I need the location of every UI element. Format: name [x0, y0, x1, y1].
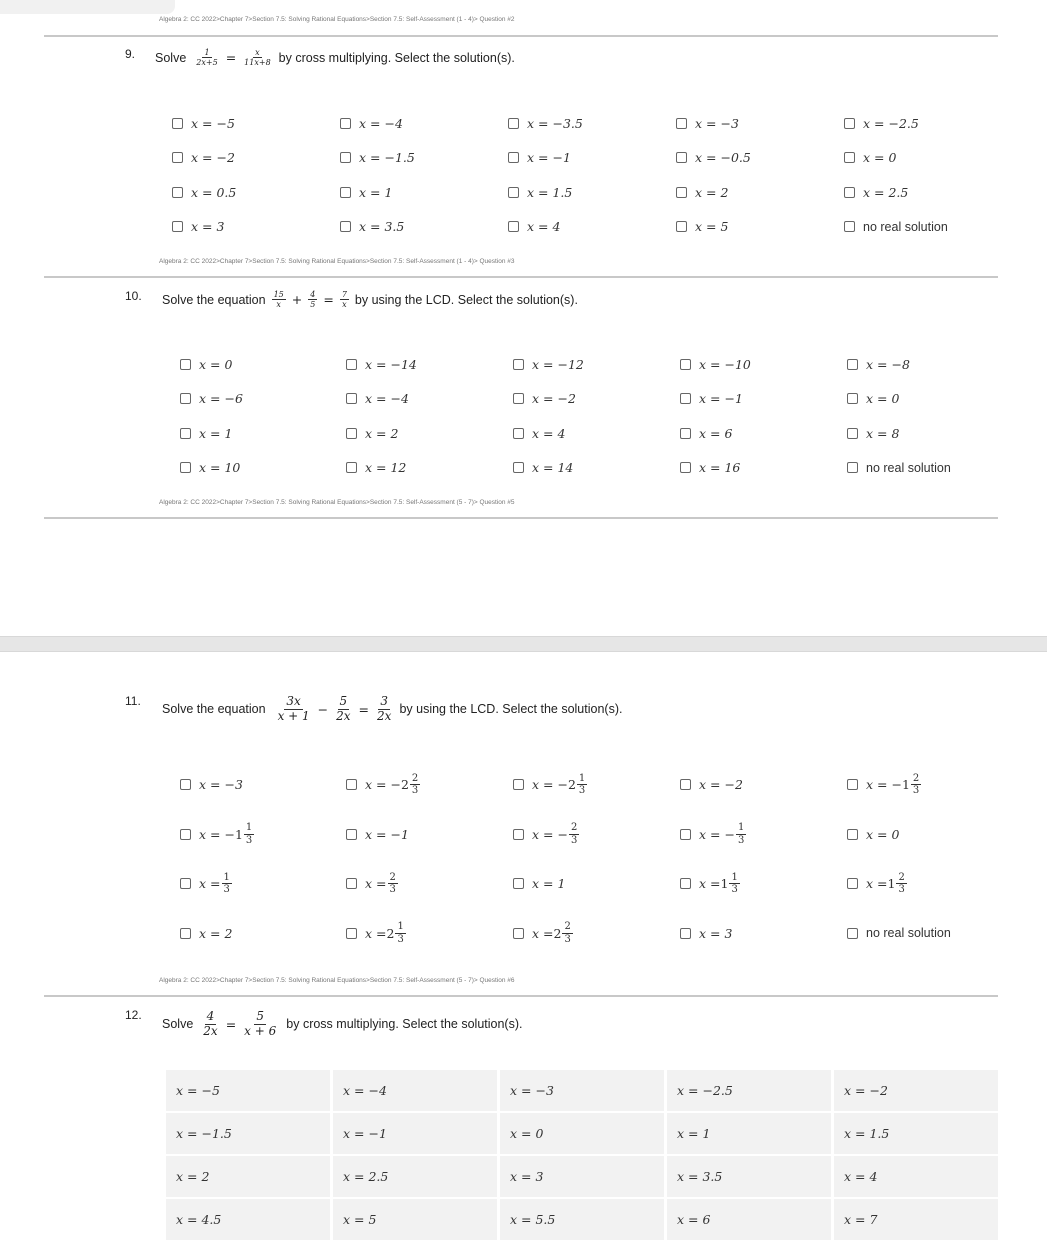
- answer-option[interactable]: [676, 141, 844, 176]
- option-label: x = 6: [699, 425, 733, 441]
- checkbox[interactable]: [346, 359, 357, 370]
- answer-options: [180, 347, 1014, 485]
- checkbox[interactable]: [676, 152, 687, 163]
- fraction: $\frac{1}{3}$: [397, 921, 404, 945]
- option-label: x = 8: [866, 425, 900, 441]
- option-label: no real solution: [863, 219, 948, 234]
- checkbox[interactable]: [847, 359, 858, 370]
- option-label: x = 1 $\frac{2}{3}$: [866, 871, 905, 896]
- fraction: $\frac{5}{x + 6}$: [244, 1009, 277, 1038]
- answer-option[interactable]: [513, 347, 680, 382]
- fraction: $\frac{1}{2x+5}$: [196, 48, 218, 68]
- question-number: 12.: [125, 1008, 142, 1022]
- checkbox[interactable]: [513, 779, 524, 790]
- checkbox[interactable]: [346, 928, 357, 939]
- checkbox[interactable]: [513, 462, 524, 473]
- answer-cell[interactable]: [834, 1070, 998, 1111]
- prompt-lead: Solve the equation: [162, 702, 266, 717]
- checkbox[interactable]: [847, 829, 858, 840]
- answer-option[interactable]: [680, 810, 847, 860]
- option-label: x = 5.5: [510, 1212, 556, 1227]
- checkbox[interactable]: [847, 462, 858, 473]
- prompt-lead: Solve: [162, 1017, 194, 1032]
- answer-option[interactable]: [676, 106, 844, 141]
- checkbox[interactable]: [676, 118, 687, 129]
- checkbox[interactable]: [513, 878, 524, 889]
- answer-cell[interactable]: [166, 1070, 330, 1111]
- answer-option[interactable]: [508, 175, 676, 210]
- checkbox[interactable]: [340, 187, 351, 198]
- fraction: $\frac{2}{3}$: [912, 772, 920, 797]
- option-label: x = 3: [699, 925, 733, 941]
- checkbox[interactable]: [508, 187, 519, 198]
- option-label: x = − $\frac{2}{3}$: [532, 822, 578, 846]
- option-label: x = 4: [527, 219, 561, 235]
- option-label: x = −4: [365, 391, 409, 407]
- checkbox[interactable]: [508, 152, 519, 163]
- checkbox[interactable]: [172, 118, 183, 129]
- answer-cell[interactable]: [333, 1070, 497, 1111]
- option-label: x = −3: [510, 1083, 554, 1098]
- fraction: $\frac{15}{x}$: [273, 290, 284, 310]
- answer-option[interactable]: [180, 382, 346, 417]
- checkbox[interactable]: [346, 878, 357, 889]
- answer-cell[interactable]: [333, 1113, 497, 1154]
- answer-options: [172, 106, 1012, 244]
- answer-option[interactable]: [340, 106, 508, 141]
- answer-option[interactable]: [680, 859, 847, 909]
- answer-option[interactable]: [346, 760, 513, 810]
- option-label: x = −3: [199, 777, 243, 793]
- answer-option[interactable]: [680, 347, 847, 382]
- answer-cell[interactable]: [834, 1156, 998, 1197]
- answer-option[interactable]: [346, 810, 513, 860]
- answer-cell[interactable]: [166, 1199, 330, 1240]
- option-label: x = 2.5: [863, 184, 909, 200]
- answer-cell[interactable]: [667, 1070, 831, 1111]
- checkbox[interactable]: [847, 878, 858, 889]
- fraction: $\frac{2}{3}$: [389, 871, 396, 896]
- divider: [44, 35, 998, 37]
- checkbox[interactable]: [340, 152, 351, 163]
- answer-cell[interactable]: [166, 1113, 330, 1154]
- option-label: x = 12: [365, 460, 407, 476]
- answer-option[interactable]: [346, 451, 513, 486]
- checkbox[interactable]: [680, 462, 691, 473]
- answer-cell[interactable]: [333, 1156, 497, 1197]
- answer-option[interactable]: [346, 347, 513, 382]
- option-label: x = −1: [343, 1126, 387, 1141]
- top-tab-fragment: [0, 0, 175, 14]
- option-label: x = −8: [866, 356, 910, 372]
- answer-option[interactable]: [680, 451, 847, 486]
- answer-option[interactable]: [513, 416, 680, 451]
- checkbox[interactable]: [844, 118, 855, 129]
- option-label: x = −1: [527, 150, 571, 166]
- answer-option[interactable]: [346, 416, 513, 451]
- option-label: x = 1.5: [844, 1126, 890, 1141]
- answer-option[interactable]: [676, 175, 844, 210]
- checkbox[interactable]: [680, 928, 691, 939]
- answer-option[interactable]: [172, 210, 340, 245]
- checkbox[interactable]: [680, 428, 691, 439]
- question-prompt: Solve $\frac{4}{2x}$ = $\frac{5}{x + 6}$ by cross multiplying. Select the solution(s).: [162, 1009, 523, 1038]
- option-label: x = −2: [191, 150, 235, 166]
- fraction: $\frac{2}{3}$: [570, 822, 578, 846]
- checkbox[interactable]: [844, 187, 855, 198]
- answer-table: [166, 1070, 998, 1240]
- checkbox[interactable]: [346, 393, 357, 404]
- breadcrumb: Algebra 2: CC 2022>Chapter 7>Section 7.5: Solving Rational Equations>Section 7.5: Self-Assessment (5 - 7)> Question #5: [159, 499, 515, 506]
- fraction: $\frac{4}{5}$: [310, 290, 316, 310]
- divider: [44, 995, 998, 997]
- option-label: x = 1: [532, 876, 566, 892]
- question-prompt: Solve the equation $\frac{3x}{x + 1}$ − $\frac{5}{2x}$ = $\frac{3}{2x}$ by using the LCD. Select the solution(s).: [162, 694, 623, 723]
- option-label: x = −3.5: [527, 115, 583, 131]
- answer-option[interactable]: [844, 106, 1012, 141]
- fraction: $\frac{1}{3}$: [737, 822, 745, 846]
- checkbox[interactable]: [680, 878, 691, 889]
- question-prompt: Solve the equation $\frac{15}{x}$ + $\frac{4}{5}$ = $\frac{7}{x}$ by using the LCD. Select the solution(s).: [162, 290, 578, 310]
- fraction: $\frac{x}{11x+8}$: [244, 48, 271, 68]
- question-number: 10.: [125, 289, 142, 303]
- option-label: x = 0: [199, 356, 233, 372]
- answer-option[interactable]: [847, 382, 1014, 417]
- checkbox[interactable]: [346, 428, 357, 439]
- checkbox[interactable]: [676, 221, 687, 232]
- checkbox[interactable]: [180, 359, 191, 370]
- option-label: x = −2.5: [863, 115, 919, 131]
- option-label: x = −12: [532, 356, 584, 372]
- option-label: x = − $\frac{1}{3}$: [699, 822, 745, 846]
- answer-cell[interactable]: [834, 1199, 998, 1240]
- option-label: x = 0: [510, 1126, 544, 1141]
- option-label: x = −2.5: [677, 1083, 733, 1098]
- answer-option[interactable]: [172, 175, 340, 210]
- fraction: $\frac{5}{2x}$: [336, 694, 351, 723]
- answer-option[interactable]: [847, 416, 1014, 451]
- answer-options: [180, 760, 1014, 958]
- checkbox[interactable]: [346, 829, 357, 840]
- option-label: x = 0: [866, 391, 900, 407]
- option-label: x = 1: [677, 1126, 711, 1141]
- answer-option[interactable]: [340, 175, 508, 210]
- fraction: $\frac{1}{3}$: [223, 871, 230, 896]
- prompt-tail: by using the LCD. Select the solution(s).: [354, 292, 578, 307]
- option-label: x = 16: [699, 460, 741, 476]
- checkbox[interactable]: [680, 829, 691, 840]
- checkbox[interactable]: [180, 462, 191, 473]
- option-label: no real solution: [866, 926, 951, 941]
- option-label: x = 1: [359, 184, 393, 200]
- option-label: x = 5: [343, 1212, 377, 1227]
- option-label: x = 10: [199, 460, 241, 476]
- answer-cell[interactable]: [667, 1113, 831, 1154]
- answer-option[interactable]: [513, 909, 680, 959]
- option-label: x = −1.5: [359, 150, 415, 166]
- option-label: x = −5: [176, 1083, 220, 1098]
- option-label: x = 1.5: [527, 184, 573, 200]
- answer-option[interactable]: [676, 210, 844, 245]
- option-label: x = 3.5: [677, 1169, 723, 1184]
- answer-cell[interactable]: [667, 1156, 831, 1197]
- answer-option[interactable]: [847, 810, 1014, 860]
- option-label: x = − 1 $\frac{2}{3}$: [866, 772, 920, 797]
- answer-cell[interactable]: [500, 1199, 664, 1240]
- answer-option[interactable]: [680, 909, 847, 959]
- option-label: x = 3: [510, 1169, 544, 1184]
- answer-option[interactable]: [847, 909, 1014, 959]
- option-label: x = −1: [365, 826, 409, 842]
- option-label: x = 2 $\frac{2}{3}$: [532, 921, 571, 945]
- answer-option[interactable]: [180, 451, 346, 486]
- breadcrumb: Algebra 2: CC 2022>Chapter 7>Section 7.5: Solving Rational Equations>Section 7.5: Self-Assessment (1 - 4)> Question #3: [159, 258, 515, 265]
- option-label: x = −5: [191, 115, 235, 131]
- answer-option[interactable]: [180, 347, 346, 382]
- option-label: x = 0: [863, 150, 897, 166]
- checkbox[interactable]: [180, 393, 191, 404]
- option-label: x = −3: [695, 115, 739, 131]
- answer-option[interactable]: [513, 859, 680, 909]
- checkbox[interactable]: [346, 462, 357, 473]
- answer-cell[interactable]: [333, 1199, 497, 1240]
- checkbox[interactable]: [513, 829, 524, 840]
- prompt-tail: by cross multiplying. Select the solution(s).: [286, 1017, 523, 1032]
- option-label: x = 7: [844, 1212, 878, 1227]
- fraction: $\frac{7}{x}$: [341, 290, 347, 310]
- answer-option[interactable]: [680, 416, 847, 451]
- checkbox[interactable]: [172, 221, 183, 232]
- answer-option[interactable]: [180, 859, 346, 909]
- answer-option[interactable]: [844, 210, 1012, 245]
- checkbox[interactable]: [180, 428, 191, 439]
- answer-option[interactable]: [513, 382, 680, 417]
- option-label: x = −2: [699, 777, 743, 793]
- checkbox[interactable]: [180, 779, 191, 790]
- checkbox[interactable]: [180, 829, 191, 840]
- checkbox[interactable]: [180, 928, 191, 939]
- answer-option[interactable]: [680, 760, 847, 810]
- option-label: x = 14: [532, 460, 574, 476]
- option-label: x = −4: [359, 115, 403, 131]
- option-label: x = −2: [844, 1083, 888, 1098]
- answer-option[interactable]: [844, 175, 1012, 210]
- checkbox[interactable]: [172, 187, 183, 198]
- breadcrumb: Algebra 2: CC 2022>Chapter 7>Section 7.5: Solving Rational Equations>Section 7.5: Self-Assessment (1 - 4)> Question #2: [159, 16, 515, 23]
- answer-cell[interactable]: [500, 1070, 664, 1111]
- option-label: x = −14: [365, 356, 417, 372]
- checkbox[interactable]: [680, 779, 691, 790]
- answer-option[interactable]: [844, 141, 1012, 176]
- answer-option[interactable]: [340, 210, 508, 245]
- answer-option[interactable]: [847, 347, 1014, 382]
- answer-option[interactable]: [172, 141, 340, 176]
- checkbox[interactable]: [847, 928, 858, 939]
- option-label: x = 2 $\frac{1}{3}$: [365, 921, 404, 945]
- answer-option[interactable]: [172, 106, 340, 141]
- checkbox[interactable]: [847, 779, 858, 790]
- option-label: x = − 2 $\frac{1}{3}$: [532, 772, 586, 797]
- fraction: $\frac{1}{3}$: [245, 822, 253, 846]
- answer-option[interactable]: [346, 909, 513, 959]
- prompt-tail: by using the LCD. Select the solution(s).: [399, 702, 623, 717]
- checkbox[interactable]: [844, 221, 855, 232]
- fraction: $\frac{2}{3}$: [411, 772, 419, 797]
- checkbox[interactable]: [847, 393, 858, 404]
- option-label: x = 4: [844, 1169, 878, 1184]
- option-label: x = − 2 $\frac{2}{3}$: [365, 772, 419, 797]
- answer-cell[interactable]: [834, 1113, 998, 1154]
- answer-option[interactable]: [508, 210, 676, 245]
- checkbox[interactable]: [172, 152, 183, 163]
- fraction: $\frac{1}{3}$: [731, 871, 738, 896]
- question-number: 11.: [125, 694, 141, 708]
- answer-option[interactable]: [180, 760, 346, 810]
- checkbox[interactable]: [513, 393, 524, 404]
- option-label: x = 0: [866, 826, 900, 842]
- answer-option[interactable]: [847, 859, 1014, 909]
- checkbox[interactable]: [676, 187, 687, 198]
- option-label: x = $\frac{1}{3}$: [199, 871, 230, 896]
- option-label: x = −4: [343, 1083, 387, 1098]
- option-label: x = 5: [695, 219, 729, 235]
- checkbox[interactable]: [508, 118, 519, 129]
- option-label: x = −10: [699, 356, 751, 372]
- answer-option[interactable]: [847, 451, 1014, 486]
- checkbox[interactable]: [346, 779, 357, 790]
- option-label: x = 6: [677, 1212, 711, 1227]
- fraction: $\frac{2}{3}$: [898, 871, 905, 896]
- question-prompt: Solve $\frac{1}{2x+5}$ = $\frac{x}{11x+8}$ by cross multiplying. Select the solution(s).: [155, 48, 515, 68]
- answer-cell[interactable]: [667, 1199, 831, 1240]
- answer-option[interactable]: [340, 141, 508, 176]
- option-label: x = −1.5: [176, 1126, 232, 1141]
- option-label: x = 4: [532, 425, 566, 441]
- option-label: x = − 1 $\frac{1}{3}$: [199, 822, 253, 846]
- answer-option[interactable]: [508, 141, 676, 176]
- checkbox[interactable]: [508, 221, 519, 232]
- question-number: 9.: [125, 47, 136, 61]
- fraction: $\frac{4}{2x}$: [203, 1009, 218, 1038]
- option-label: x = 2: [695, 184, 729, 200]
- answer-option[interactable]: [180, 909, 346, 959]
- divider: [44, 276, 998, 278]
- prompt-lead: Solve: [155, 50, 187, 65]
- option-label: x = 1 $\frac{1}{3}$: [699, 871, 738, 896]
- answer-option[interactable]: [513, 760, 680, 810]
- checkbox[interactable]: [680, 359, 691, 370]
- answer-option[interactable]: [508, 106, 676, 141]
- answer-option[interactable]: [680, 382, 847, 417]
- checkbox[interactable]: [513, 928, 524, 939]
- breadcrumb: Algebra 2: CC 2022>Chapter 7>Section 7.5: Solving Rational Equations>Section 7.5: Self-Assessment (5 - 7)> Question #6: [159, 977, 515, 984]
- fraction: $\frac{1}{3}$: [578, 772, 586, 797]
- option-label: x = $\frac{2}{3}$: [365, 871, 396, 896]
- answer-option[interactable]: [513, 451, 680, 486]
- checkbox[interactable]: [680, 393, 691, 404]
- answer-option[interactable]: [180, 810, 346, 860]
- page-separator: [0, 636, 1047, 652]
- option-label: x = −6: [199, 391, 243, 407]
- answer-cell[interactable]: [166, 1156, 330, 1197]
- option-label: x = 1: [199, 425, 233, 441]
- answer-cell[interactable]: [500, 1113, 664, 1154]
- answer-cell[interactable]: [500, 1156, 664, 1197]
- checkbox[interactable]: [513, 359, 524, 370]
- answer-option[interactable]: [346, 382, 513, 417]
- prompt-tail: by cross multiplying. Select the solution(s).: [278, 50, 515, 65]
- option-label: x = −0.5: [695, 150, 751, 166]
- checkbox[interactable]: [180, 878, 191, 889]
- checkbox[interactable]: [844, 152, 855, 163]
- prompt-lead: Solve the equation: [162, 292, 266, 307]
- option-label: x = −2: [532, 391, 576, 407]
- answer-option[interactable]: [346, 859, 513, 909]
- checkbox[interactable]: [513, 428, 524, 439]
- answer-option[interactable]: [513, 810, 680, 860]
- option-label: x = 2: [199, 925, 233, 941]
- answer-option[interactable]: [847, 760, 1014, 810]
- option-label: x = −1: [699, 391, 743, 407]
- option-label: x = 2: [176, 1169, 210, 1184]
- checkbox[interactable]: [847, 428, 858, 439]
- divider: [44, 517, 998, 519]
- checkbox[interactable]: [340, 118, 351, 129]
- option-label: x = 2: [365, 425, 399, 441]
- option-label: no real solution: [866, 460, 951, 475]
- checkbox[interactable]: [340, 221, 351, 232]
- option-label: x = 3: [191, 219, 225, 235]
- fraction: $\frac{3x}{x + 1}$: [277, 694, 310, 723]
- fraction: $\frac{3}{2x}$: [377, 694, 392, 723]
- option-label: x = 3.5: [359, 219, 405, 235]
- answer-option[interactable]: [180, 416, 346, 451]
- fraction: $\frac{2}{3}$: [564, 921, 571, 945]
- option-label: x = 4.5: [176, 1212, 222, 1227]
- option-label: x = 2.5: [343, 1169, 389, 1184]
- option-label: x = 0.5: [191, 184, 237, 200]
